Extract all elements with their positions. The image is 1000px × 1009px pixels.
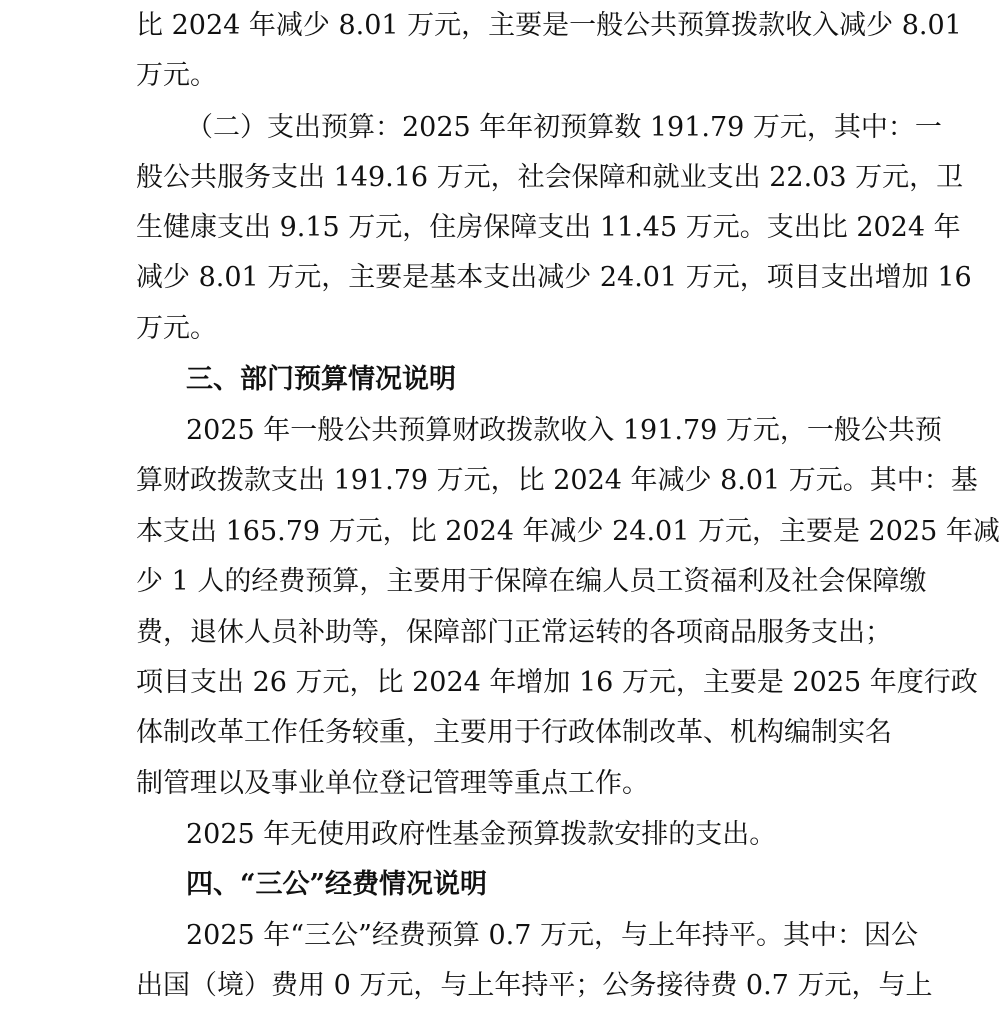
text-line: 万元。 (136, 313, 217, 344)
text-line: 制管理以及事业单位登记管理等重点工作。 (136, 768, 649, 799)
text-line: 体制改革工作任务较重，主要用于行政体制改革、机构编制实名 (136, 717, 892, 748)
fund-budget-note: 2025 年无使用政府性基金预算拨款安排的支出。 (186, 819, 777, 850)
text-line: 2025 年“三公”经费预算 0.7 万元，与上年持平。其中：因公 (186, 920, 919, 951)
text-line: 本支出 165.79 万元，比 2024 年减少 24.01 万元，主要是 2025 年减 (136, 516, 1000, 547)
section-three-heading: 三、部门预算情况说明 (186, 364, 456, 395)
text-line: 2025 年一般公共预算财政拨款收入 191.79 万元，一般公共预 (186, 415, 942, 446)
text-line: 项目支出 26 万元，比 2024 年增加 16 万元，主要是 2025 年度行政 (136, 667, 978, 698)
text-line: 费，退休人员补助等，保障部门正常运转的各项商品服务支出； (136, 617, 892, 648)
text-line: 算财政拨款支出 191.79 万元，比 2024 年减少 8.01 万元。其中：基 (136, 465, 978, 496)
text-line: 少 1 人的经费预算，主要用于保障在编人员工资福利及社会保障缴 (136, 566, 927, 597)
text-line: 比 2024 年减少 8.01 万元，主要是一般公共预算拨款收入减少 8.01 (136, 10, 962, 41)
text-line: 般公共服务支出 149.16 万元，社会保障和就业支出 22.03 万元，卫 (136, 162, 964, 193)
section-four-heading: 四、“三公”经费情况说明 (186, 869, 488, 900)
text-line: 减少 8.01 万元，主要是基本支出减少 24.01 万元，项目支出增加 16 (136, 262, 972, 293)
text-line: 生健康支出 9.15 万元，住房保障支出 11.45 万元。支出比 2024 年 (136, 212, 961, 243)
text-line: 万元。 (136, 60, 217, 91)
text-line: 出国（境）费用 0 万元，与上年持平；公务接待费 0.7 万元，与上 (136, 970, 933, 1001)
text-line: （二）支出预算：2025 年年初预算数 191.79 万元，其中：一 (186, 112, 942, 143)
